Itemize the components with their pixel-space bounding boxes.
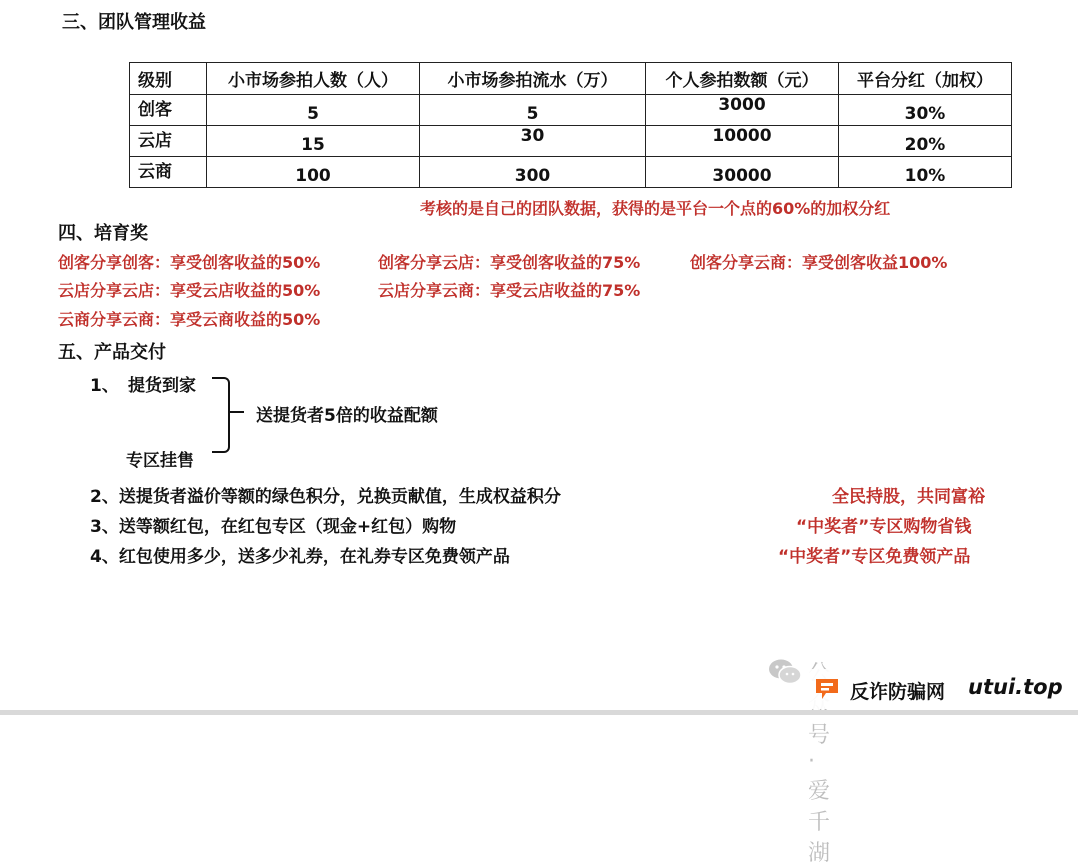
reward-text: 创客分享创客：享受创客收益的50% — [58, 253, 321, 272]
wechat-icon — [768, 658, 802, 686]
header-level: 级别 — [130, 63, 207, 95]
reward-text: 云商分享云商：享受云商收益的50% — [58, 310, 321, 329]
cell-level: 创客 — [130, 95, 207, 126]
cell: 30000 — [646, 157, 839, 188]
watermark-text: 号 · 爱千湖 — [808, 723, 831, 866]
reward-text: 云店分享云商：享受云店收益的75% — [378, 281, 641, 300]
item1-option-resale: 专区挂售 — [126, 451, 194, 471]
header-personal-amount: 个人参拍数额（元） — [646, 63, 839, 95]
item1-benefit: 送提货者5倍的收益配额 — [256, 406, 438, 426]
cell: 5 — [207, 95, 420, 126]
cell-level: 云商 — [130, 157, 207, 188]
header-market-people: 小市场参拍人数（人） — [207, 63, 420, 95]
delivery-tag: “中奖者”专区购物省钱 — [796, 517, 972, 537]
delivery-tag: 全民持股，共同富裕 — [832, 487, 985, 507]
delivery-item: 2、送提货者溢价等额的绿色积分，兑换贡献值，生成权益积分 — [90, 487, 561, 507]
reward-text: 创客分享云商：享受创客收益100% — [690, 253, 948, 272]
shield-logo-icon — [812, 673, 844, 705]
cell-level: 云店 — [130, 126, 207, 157]
section5-title: 五、产品交付 — [58, 342, 166, 363]
cell: 3000 — [646, 95, 839, 126]
table-row — [130, 95, 1012, 126]
site-badge[interactable] — [808, 669, 1063, 709]
section3-title: 三、团队管理收益 — [62, 12, 206, 33]
item1-number: 1、 — [90, 376, 119, 396]
delivery-tag: “中奖者”专区免费领产品 — [778, 547, 971, 567]
table-row — [130, 126, 1012, 157]
brace-tick — [230, 411, 244, 413]
cell: 30 — [420, 126, 646, 157]
item1-option-home: 提货到家 — [128, 376, 196, 396]
header-dividend: 平台分红（加权） — [839, 63, 1012, 95]
header-market-flow: 小市场参拍流水（万） — [420, 63, 646, 95]
cell: 300 — [420, 157, 646, 188]
brace-bracket — [212, 377, 230, 453]
cell: 30% — [839, 95, 1012, 126]
cell: 100 — [207, 157, 420, 188]
delivery-item: 4、红包使用多少，送多少礼券，在礼券专区免费领产品 — [90, 547, 510, 567]
cell: 15 — [207, 126, 420, 157]
badge-url: utui.top — [968, 675, 1063, 699]
table-note: 考核的是自己的团队数据，获得的是平台一个点的60%的加权分红 — [420, 199, 891, 218]
cell: 10000 — [646, 126, 839, 157]
table-header-row — [130, 63, 1012, 95]
bottom-divider — [0, 710, 1078, 715]
team-income-table — [129, 62, 1012, 188]
reward-text: 创客分享云店：享受创客收益的75% — [378, 253, 641, 272]
cell: 5 — [420, 95, 646, 126]
cell: 20% — [839, 126, 1012, 157]
cell: 10% — [839, 157, 1012, 188]
section4-title: 四、培育奖 — [58, 223, 148, 244]
table-row — [130, 157, 1012, 188]
badge-label: 反诈防骗网 — [850, 681, 946, 703]
delivery-item: 3、送等额红包，在红包专区（现金+红包）购物 — [90, 517, 457, 537]
reward-text: 云店分享云店：享受云店收益的50% — [58, 281, 321, 300]
